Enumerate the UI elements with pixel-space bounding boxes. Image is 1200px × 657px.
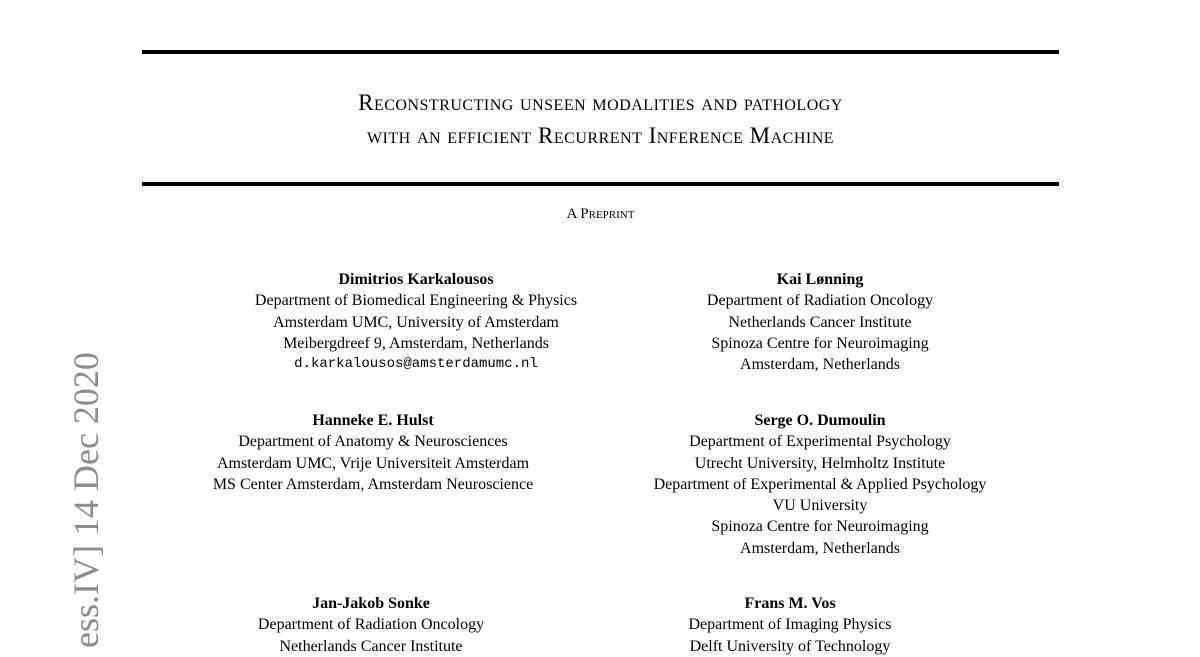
- author-email[interactable]: d.karkalousos@amsterdamumc.nl: [294, 356, 538, 373]
- affiliation-line: Department of Imaging Physics: [688, 616, 892, 634]
- affiliation-line: Delft University of Technology: [689, 637, 891, 655]
- title-line-1: Reconstructing unseen modalities and pathology: [358, 90, 843, 115]
- affiliation-line: Department of Radiation Oncology: [706, 292, 934, 310]
- author-block: [226, 593, 516, 657]
- bottom-rule: [142, 182, 1059, 186]
- top-rule: [142, 50, 1059, 54]
- affiliation-line: Spinoza Centre for Neuroimaging: [711, 334, 929, 352]
- author-block: [640, 269, 1000, 375]
- author-name: Frans M. Vos: [744, 595, 836, 612]
- paper-title: [142, 86, 1059, 152]
- affiliation-line: Utrecht University, Helmholtz Institute: [694, 454, 946, 472]
- author-name: Kai Lønning: [776, 271, 864, 288]
- author-name: Dimitrios Karkalousos: [338, 271, 494, 288]
- affiliation-line: Department of Biomedical Engineering & Physics: [254, 292, 578, 310]
- preprint-label: A Preprint: [566, 206, 635, 222]
- affiliation-line: Spinoza Centre for Neuroimaging: [711, 518, 929, 536]
- author-block: [650, 593, 930, 657]
- affiliation-line: Department of Radiation Oncology: [257, 616, 485, 634]
- affiliation-line: Department of Experimental & Applied Psychology: [653, 475, 987, 493]
- title-line-2: with an efficient Recurrent Inference Machine: [366, 123, 835, 148]
- affiliation-line: Amsterdam, Netherlands: [740, 356, 900, 374]
- arxiv-stamp: ess.IV] 14 Dec 2020: [66, 352, 106, 648]
- affiliation-line: Netherlands Cancer Institute: [279, 637, 463, 655]
- author-name: Serge O. Dumoulin: [754, 412, 886, 429]
- affiliation-line: Amsterdam, Netherlands: [740, 539, 900, 557]
- author-block: [610, 410, 1030, 559]
- author-name: Jan-Jakob Sonke: [312, 595, 430, 612]
- author-name: Hanneke E. Hulst: [312, 412, 434, 429]
- affiliation-line: MS Center Amsterdam, Amsterdam Neuroscience: [212, 475, 534, 493]
- author-block: [170, 410, 576, 495]
- affiliation-line: Department of Experimental Psychology: [689, 433, 951, 451]
- affiliation-line: Amsterdam UMC, University of Amsterdam: [273, 313, 559, 331]
- affiliation-line: Amsterdam UMC, Vrije Universiteit Amsterdam: [216, 454, 530, 472]
- affiliation-line: Meibergdreef 9, Amsterdam, Netherlands: [283, 334, 549, 352]
- affiliation-line: VU University: [772, 497, 868, 515]
- affiliation-line: Department of Anatomy & Neurosciences: [238, 433, 508, 451]
- affiliation-line: Netherlands Cancer Institute: [728, 313, 912, 331]
- author-block: [216, 269, 616, 375]
